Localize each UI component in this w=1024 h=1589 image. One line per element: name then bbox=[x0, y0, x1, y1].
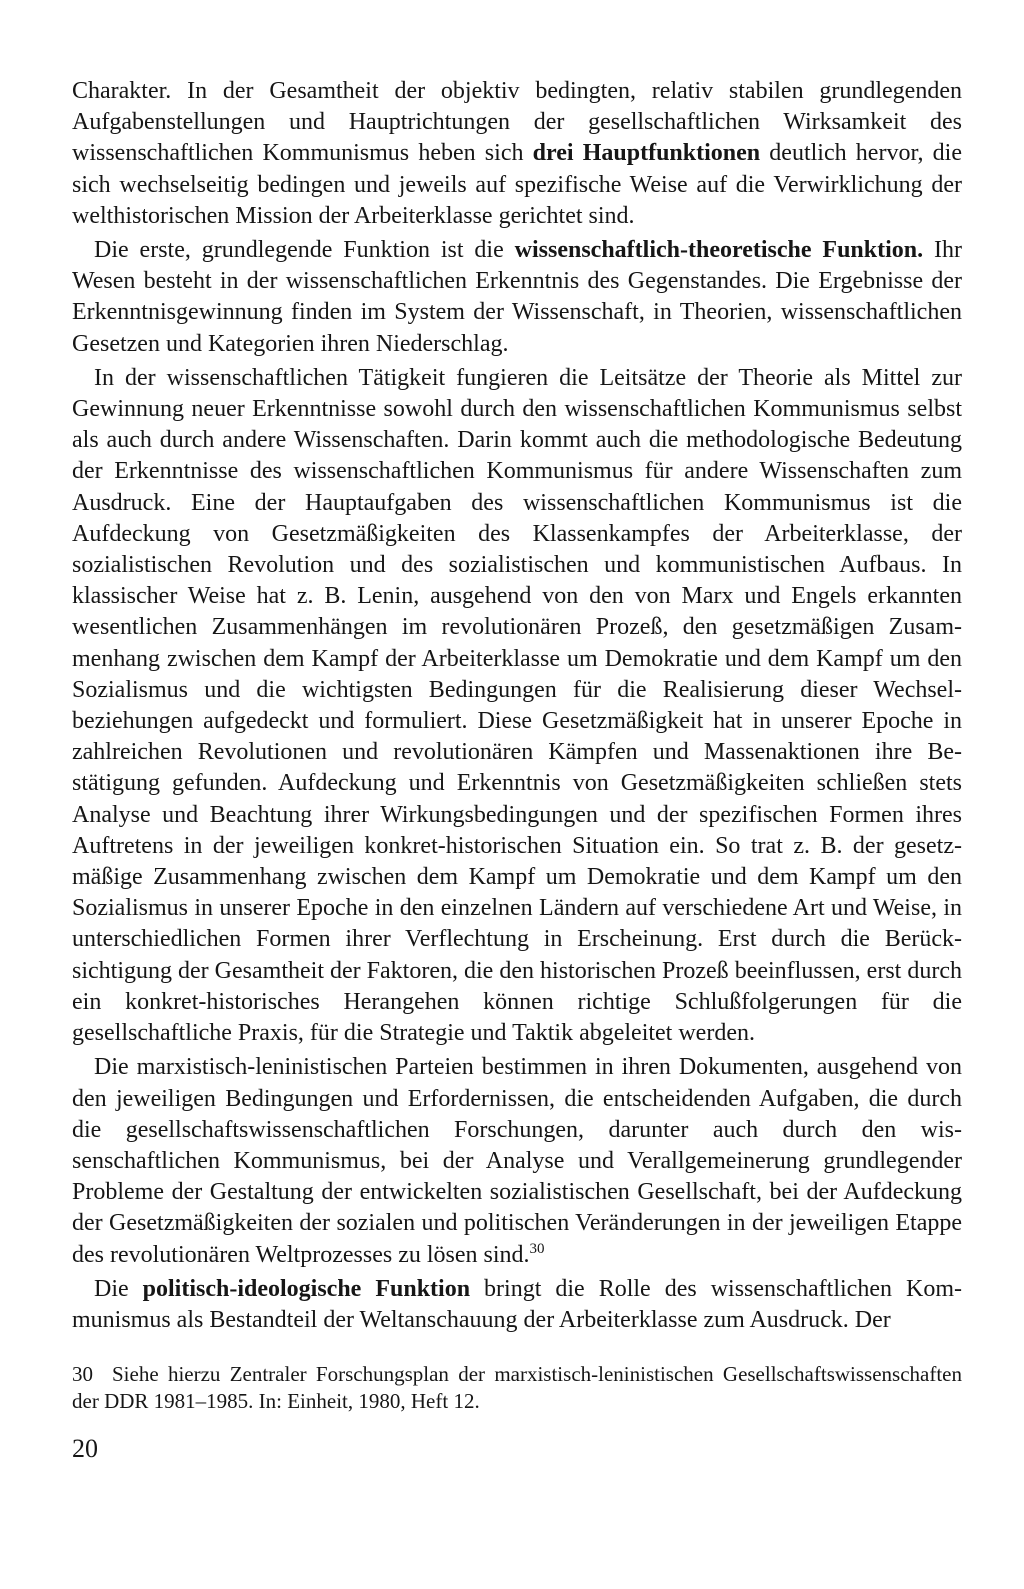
footnote bbox=[72, 1361, 962, 1415]
body-text bbox=[72, 76, 962, 1339]
emphasis-politisch-ideologische-funktion: politisch-ideologische Funktion bbox=[142, 1275, 471, 1302]
paragraph-4-text: Die marxistisch-leninistischen Parteien bestimmen in ihren Dokumenten, ausgehend von den jeweiligen Bedingungen und Erfordernissen, die entscheidenden Aufgaben, die durch die gesellschaftswissenschaftlichen Forschungen, darunter auch durch den wissenschaftlichen Kommunismus, bei der Analyse und Verallgemeinerung grundlegender Probleme der Gestaltung der entwickelten sozialistischen Gesellschaft, bei der Aufdeckung der Gesetzmäßigkeiten der sozialen und politischen Veränderungen in der jeweiligen Etappe des revolutionären Weltprozesses zu lösen sind. bbox=[72, 1054, 962, 1268]
paragraph-1-text-b: deutlich hervor, die sich wechselseitig bedingen und jeweils auf spezifische Weise auf die Verwirklichung der welthistorischen Mission der Arbeiterklasse gerichtet sind. bbox=[72, 140, 962, 229]
page-number: 20 bbox=[72, 1434, 98, 1463]
emphasis-drei-hauptfunktionen: drei Hauptfunktionen bbox=[532, 140, 761, 167]
paragraph-2-text-b: Ihr Wesen besteht in der wissenschaftlichen Erkenntnis des Gegenstandes. Die Ergebnisse der Erkenntnisgewinnung finden im System der Wissenschaft, in Theorien, wissenschaftlichen Gesetzen und Kategorien ihren Niederschlag. bbox=[72, 237, 963, 357]
paragraph-2 bbox=[72, 235, 962, 360]
paragraph-1-text-a: Charakter. In der Gesamtheit der objektiv bedingten, relativ stabilen grundlegenden Aufgabenstellungen und Hauptrichtungen der gesellschaftlichen Wirksamkeit des wissenschaftlichen Kommunismus heben sich bbox=[72, 78, 962, 167]
footnote-reference: 30 bbox=[529, 1240, 545, 1257]
paragraph-1 bbox=[72, 76, 962, 232]
paragraph-5-text-b: bringt die Rolle des wissenschaftlichen Kommunismus als Bestandteil der Weltanschauung der Arbeiterklasse zum Ausdruck. Der bbox=[72, 1275, 962, 1333]
footnote-text: Siehe hierzu Zentraler Forschungsplan der marxistisch-leninistischen Gesellschaftswissenschaften der DDR 1981–1985. In: Einheit, 1980, Heft 12. bbox=[72, 1362, 962, 1413]
paragraph-5 bbox=[72, 1274, 962, 1336]
paragraph-5-text-a: Die bbox=[94, 1275, 143, 1302]
emphasis-wissenschaftlich-theoretische-funktion: wissenschaftlich-theoretische Funktion. bbox=[514, 237, 924, 264]
paragraph-3: In der wissenschaftlichen Tätigkeit fungieren die Leitsätze der Theorie als Mittel zur Gewinnung neuer Erkenntnisse sowohl durch den wissenschaftlichen Kommunismus selbst als auch durch andere Wissenschaften. Darin kommt auch die methodologische Bedeutung der Erkenntnisse des wissenschaftlichen Kommunismus für andere Wissenschaften zum Ausdruck. Eine der Hauptaufgaben des wissenschaftlichen Kommunismus ist die Aufdeckung von Gesetzmäßigkeiten des Klassenkampfes der Arbeiterklasse, der sozialistischen Revolution und des sozialistischen und kommunistischen Aufbaus. In klassischer Weise hat z. B. Lenin, ausgehend von den von Marx und Engels erkannten wesentlichen Zusammenhängen im revolutionären Prozeß, den gesetzmäßigen Zusammenhang zwischen dem Kampf der Arbeiterklasse um Demokratie und dem Kampf um den Sozialismus und die wichtigsten Bedingungen für die Realisierung dieser Wechselbeziehungen aufgedeckt und formuliert. Diese Gesetzmäßigkeit hat in unserer Epoche in zahlreichen Revolutionen und revolutionären Kämpfen und Massenaktionen ihre Bestätigung gefunden. Aufdeckung und Erkenntnis von Gesetzmäßigkeiten schließen stets Analyse und Beachtung ihrer Wirkungsbedingungen und der spezifischen Formen ihres Auftretens in der jeweiligen konkret-historischen Situation ein. So trat z. B. der gesetzmäßige Zusammenhang zwischen dem Kampf um Demokratie und dem Kampf um den Sozialismus in unserer Epoche in den einzelnen Ländern auf verschiedene Art und Weise, in unterschiedlichen Formen ihrer Verflechtung in Erscheinung. Erst durch die Berücksichtigung der Gesamtheit der Faktoren, die den historischen Prozeß beeinflussen, erst durch ein konkret-historisches Herangehen können richtige Schlußfolgerungen für die gesellschaftliche Praxis, für die Strategie und Taktik abgeleitet werden. bbox=[72, 364, 962, 1047]
footnote-number: 30 bbox=[72, 1362, 93, 1386]
paragraph-2-text-a: Die erste, grundlegende Funktion ist die bbox=[94, 237, 515, 264]
paragraph-4 bbox=[72, 1052, 962, 1270]
